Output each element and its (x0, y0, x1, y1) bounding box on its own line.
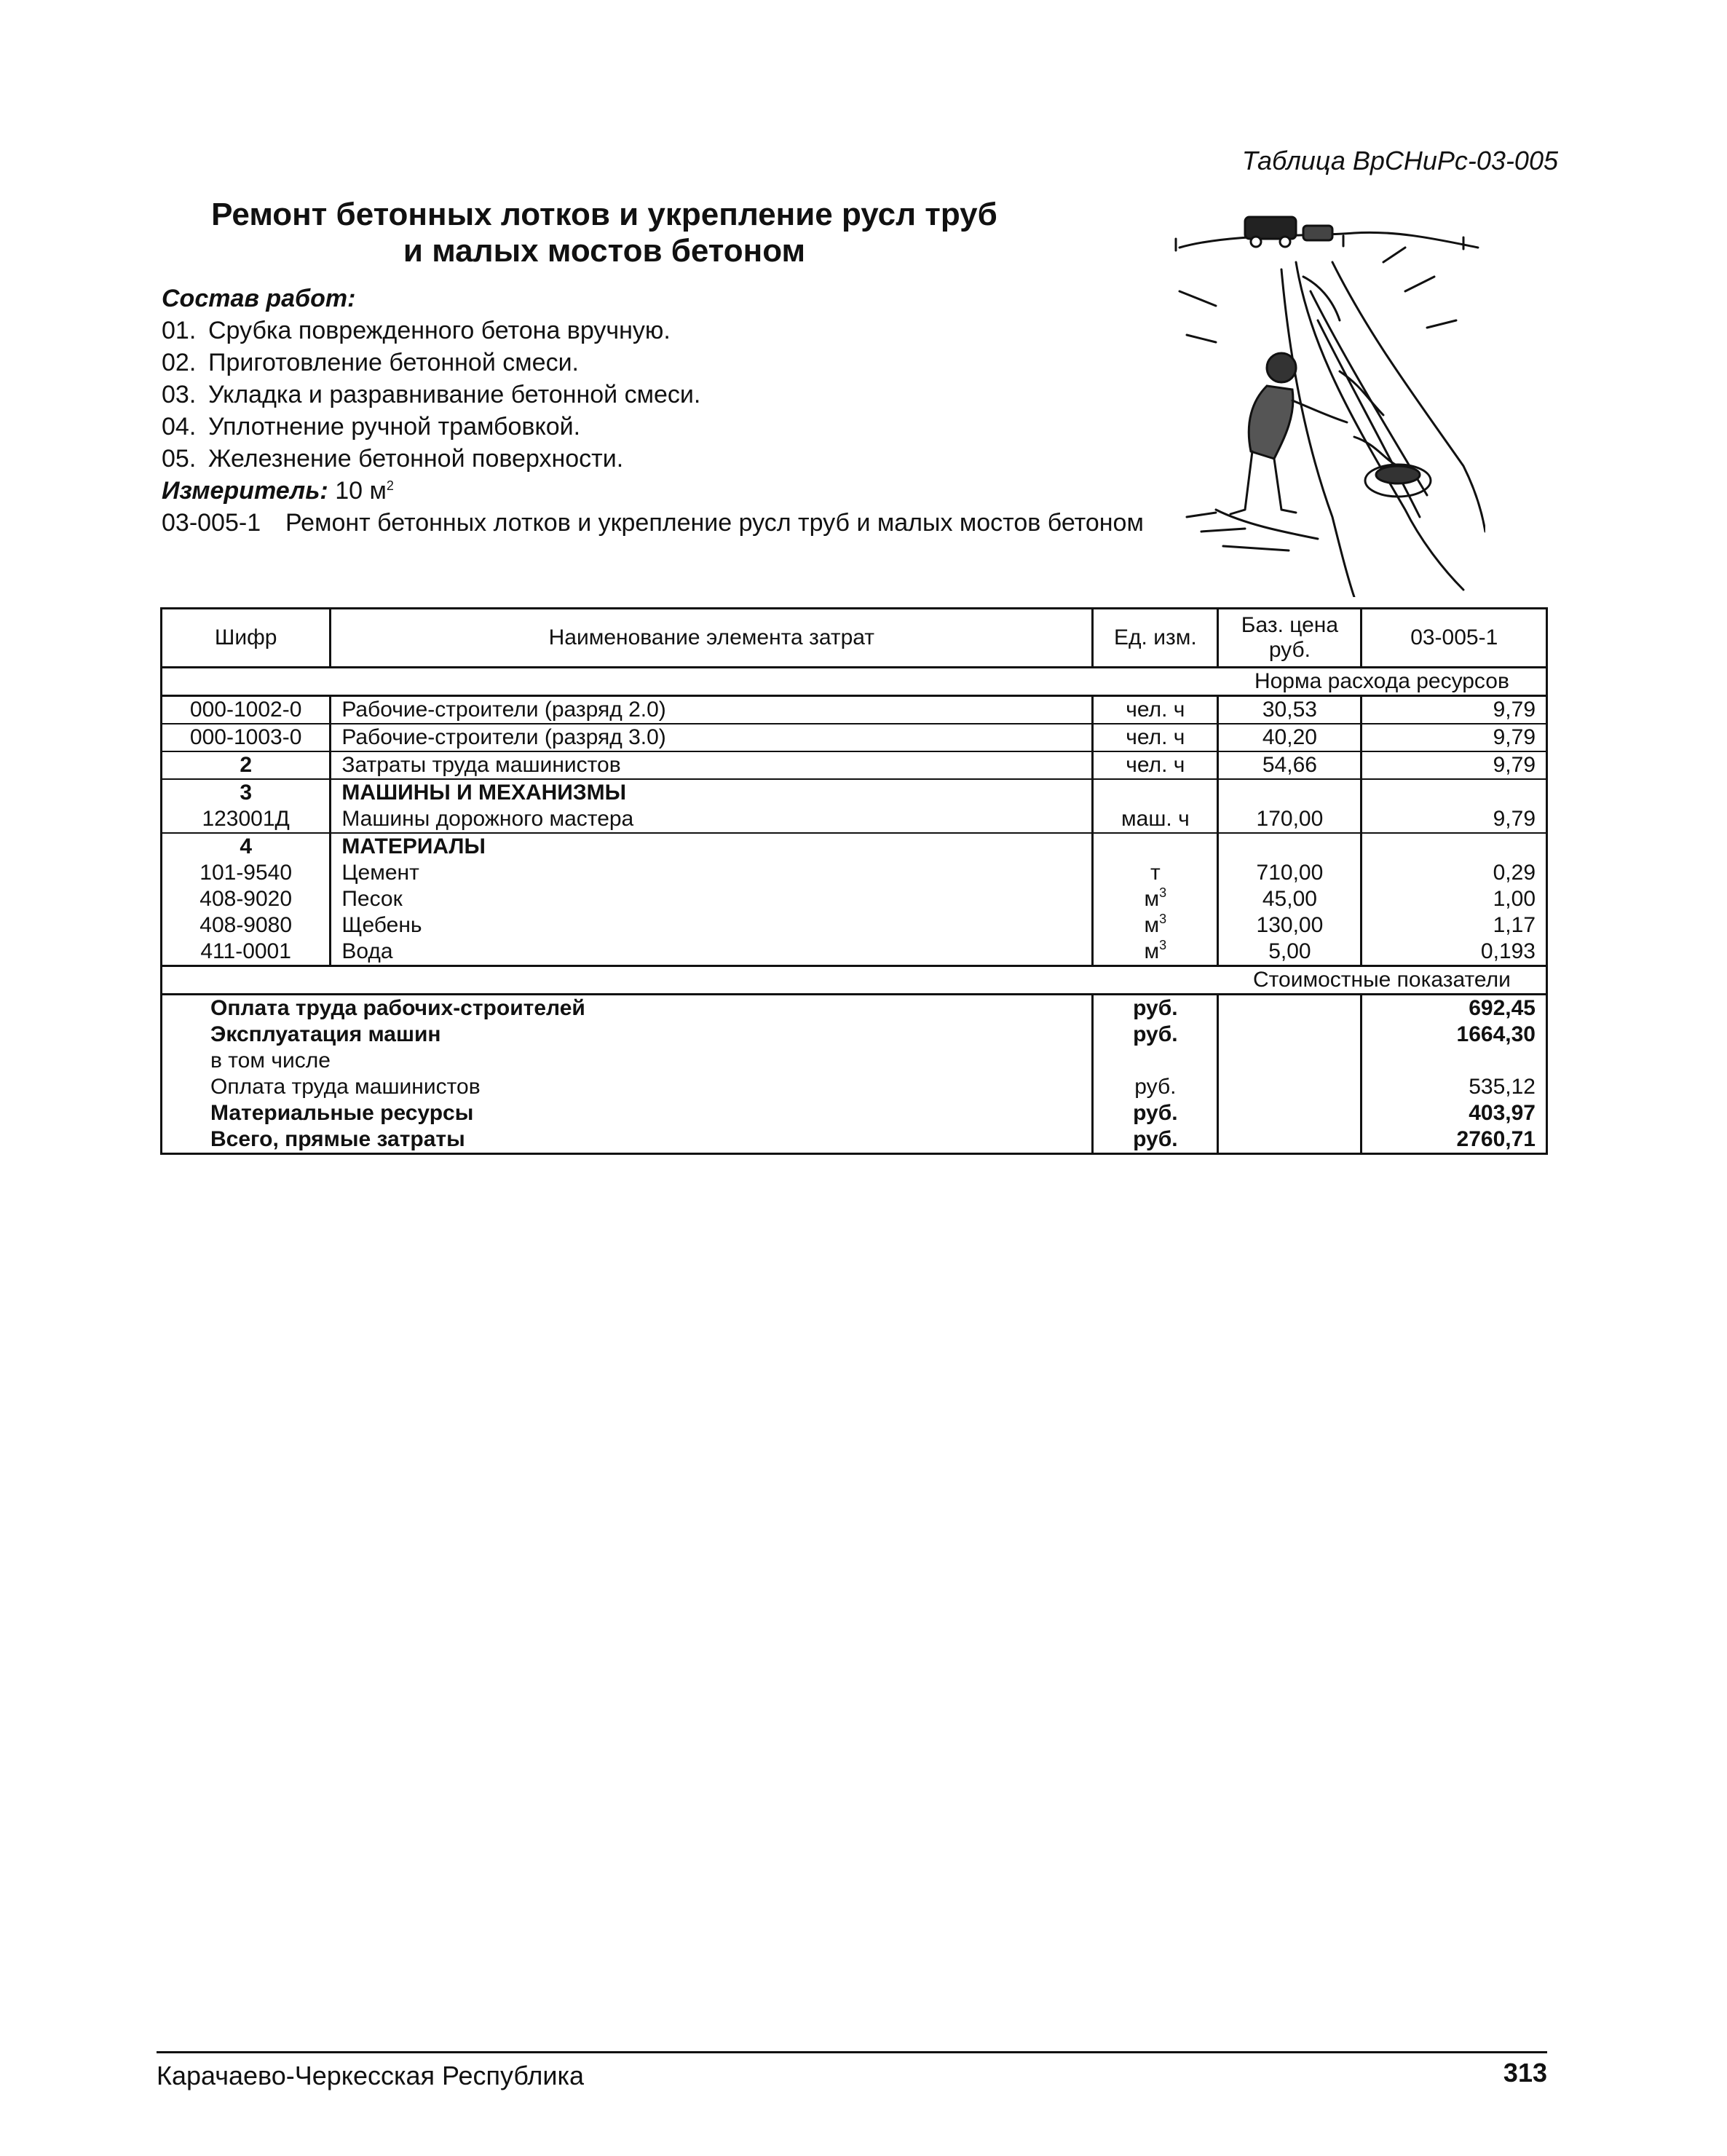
cell-code: 101-9540 (162, 860, 331, 886)
header-code: Шифр (162, 609, 331, 668)
cost-row (162, 1022, 1547, 1048)
cost-row (162, 1074, 1547, 1100)
table-row (162, 912, 1547, 939)
table-row (162, 939, 1547, 966)
work-item (162, 379, 1283, 411)
table-row (162, 724, 1547, 751)
cell-unit: т (1093, 860, 1218, 886)
cell-code: 2 (162, 751, 331, 779)
cell-norm: 9,79 (1362, 751, 1547, 779)
work-item (162, 411, 1283, 443)
title-line-2: и малых мостов бетоном (403, 233, 806, 269)
cell-unit: $м^3$ (1093, 886, 1218, 912)
header-price: Баз. цена руб. (1218, 609, 1362, 668)
cell-name: Рабочие-строители (разряд 3.0) (331, 724, 1093, 751)
work-item-number: 03. (162, 381, 197, 408)
cell-unit: чел. ч (1093, 751, 1218, 779)
cell-norm: 9,79 (1362, 724, 1547, 751)
cell-norm: 1,17 (1362, 912, 1547, 939)
cost-name: Оплата труда машинистов (162, 1074, 1093, 1100)
cell-price: 710,00 (1218, 860, 1362, 886)
table-row (162, 696, 1547, 724)
cost-value: 1664,30 (1362, 1022, 1547, 1048)
cost-unit: руб. (1093, 1022, 1218, 1048)
cell-price: 54,66 (1218, 751, 1362, 779)
cell-code: 408-9080 (162, 912, 331, 939)
cost-name: Эксплуатация машин (162, 1022, 1093, 1048)
header-unit: Ед. изм. (1093, 609, 1218, 668)
header-norm: 03-005-1 (1362, 609, 1547, 668)
work-item-text: Приготовление бетонной смеси. (208, 349, 580, 376)
cost-row (162, 995, 1547, 1022)
cost-name: Материальные ресурсы (162, 1100, 1093, 1126)
work-item-number: 04. (162, 413, 197, 441)
work-composition (162, 283, 1283, 539)
works-label: Состав работ: (162, 285, 356, 312)
cell-name: Рабочие-строители (разряд 2.0) (331, 696, 1093, 724)
cell-code: 000-1003-0 (162, 724, 331, 751)
cost-unit: руб. (1093, 1074, 1218, 1100)
group-row (162, 779, 1547, 806)
header-name: Наименование элемента затрат (331, 609, 1093, 668)
measure-label: Измеритель: (162, 477, 328, 505)
cell-price: 40,20 (1218, 724, 1362, 751)
work-item (162, 443, 1283, 475)
code-description: Ремонт бетонных лотков и укрепление русл труб и малых мостов бетоном (285, 509, 1144, 537)
work-item-text: Срубка поврежденного бетона вручную. (208, 317, 671, 344)
cost-value: 2760,71 (1362, 1126, 1547, 1154)
work-item (162, 315, 1283, 347)
cost-unit (1093, 1048, 1218, 1074)
cell-name: Песок (331, 886, 1093, 912)
cell-code: 123001Д (162, 806, 331, 833)
group-row (162, 833, 1547, 860)
workers-repairing-concrete-channel-illustration (1165, 204, 1485, 597)
page-title (153, 197, 1056, 269)
table-reference: Таблица ВрСНиРс-03-005 (1241, 146, 1558, 175)
cell-name: МАШИНЫ И МЕХАНИЗМЫ (331, 779, 1093, 806)
cell-norm: 0,193 (1362, 939, 1547, 966)
resource-table (160, 607, 1548, 1155)
work-item-text: Уплотнение ручной трамбовкой. (208, 413, 581, 441)
cell-norm: 9,79 (1362, 806, 1547, 833)
work-item-text: Укладка и разравнивание бетонной смеси. (208, 381, 701, 408)
cell-price: 45,00 (1218, 886, 1362, 912)
cell-code: 3 (162, 779, 331, 806)
cost-row (162, 1126, 1547, 1154)
cost-unit: руб. (1093, 1126, 1218, 1154)
cell-norm: 0,29 (1362, 860, 1547, 886)
cell-code: 000-1002-0 (162, 696, 331, 724)
code-number: 03-005-1 (162, 509, 261, 537)
measure-line (162, 475, 1283, 507)
cell-name: МАТЕРИАЛЫ (331, 833, 1093, 860)
cost-name: Всего, прямые затраты (162, 1126, 1093, 1154)
cell-norm: 1,00 (1362, 886, 1547, 912)
work-item-text: Железнение бетонной поверхности. (208, 445, 624, 473)
table-header-row (162, 609, 1547, 668)
table-row (162, 886, 1547, 912)
work-item-number: 01. (162, 317, 197, 344)
footer-divider (157, 2051, 1547, 2053)
cell-name: Машины дорожного мастера (331, 806, 1093, 833)
cost-value (1362, 1048, 1547, 1074)
cost-unit: руб. (1093, 1100, 1218, 1126)
section-costs-label: Стоимостные показатели (1218, 966, 1547, 995)
measure-value: 10 м (335, 477, 387, 505)
cell-price: 30,53 (1218, 696, 1362, 724)
cost-value: 535,12 (1362, 1074, 1547, 1100)
cost-name: Оплата труда рабочих-строителей (162, 995, 1093, 1022)
cell-price: 5,00 (1218, 939, 1362, 966)
cell-code: 408-9020 (162, 886, 331, 912)
cell-price: 130,00 (1218, 912, 1362, 939)
cell-code: 411-0001 (162, 939, 331, 966)
cell-unit: маш. ч (1093, 806, 1218, 833)
cell-unit: $м^3$ (1093, 912, 1218, 939)
table-row (162, 806, 1547, 833)
cell-name: Щебень (331, 912, 1093, 939)
cost-value: 692,45 (1362, 995, 1547, 1022)
work-item-number: 05. (162, 445, 197, 473)
cell-name: Затраты труда машинистов (331, 751, 1093, 779)
cell-name: Цемент (331, 860, 1093, 886)
section-resources-label: Норма расхода ресурсов (1218, 668, 1547, 696)
cell-norm: 9,79 (1362, 696, 1547, 724)
footer-region: Карачаево-Черкесская Республика (157, 2061, 585, 2090)
work-item-number: 02. (162, 349, 197, 376)
cell-unit: чел. ч (1093, 696, 1218, 724)
page-number: 313 (1503, 2058, 1547, 2088)
cost-unit: руб. (1093, 995, 1218, 1022)
measure-superscript: 2 (386, 478, 394, 493)
title-line-1: Ремонт бетонных лотков и укрепление русл труб (211, 197, 997, 232)
table-row (162, 860, 1547, 886)
cell-unit: $м^3$ (1093, 939, 1218, 966)
cost-name: в том числе (162, 1048, 1093, 1074)
cell-price: 170,00 (1218, 806, 1362, 833)
section-row (162, 668, 1547, 696)
section-row (162, 966, 1547, 995)
cell-unit: чел. ч (1093, 724, 1218, 751)
work-item (162, 347, 1283, 379)
table-row (162, 751, 1547, 779)
cell-name: Вода (331, 939, 1093, 966)
cell-code: 4 (162, 833, 331, 860)
code-line (162, 507, 1283, 539)
cost-row (162, 1100, 1547, 1126)
cost-row (162, 1048, 1547, 1074)
cost-value: 403,97 (1362, 1100, 1547, 1126)
